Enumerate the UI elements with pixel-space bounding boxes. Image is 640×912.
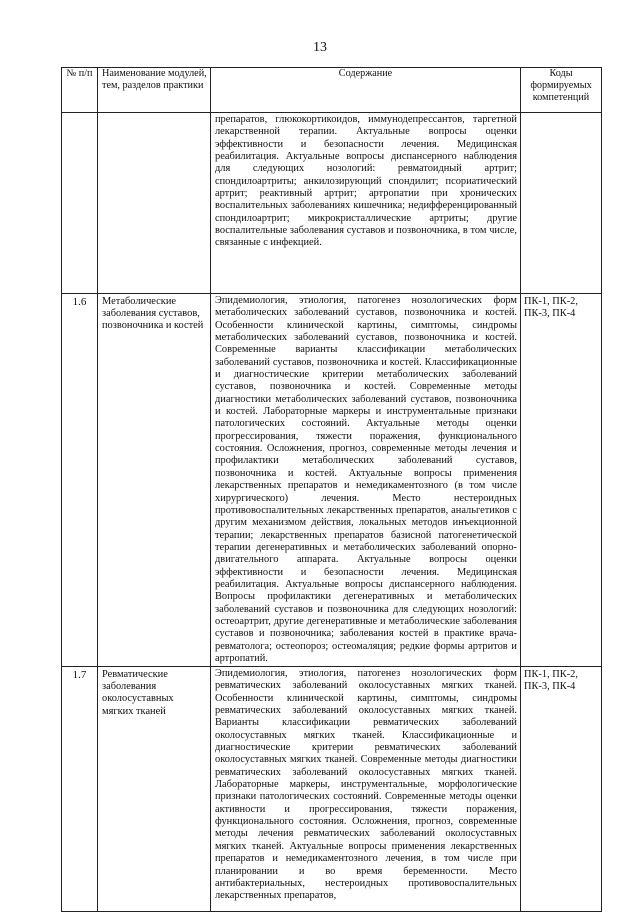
- row-number: 1.7: [62, 667, 98, 912]
- header-number: № п/п: [62, 68, 98, 113]
- row-content: Эпидемиология, этиология, патогенез нозологических форм метаболических заболеваний суставов, позвоночника и костей. Особенности клинической картины, симптомы, синдромы метаболических заболеваний суставов, позвоночника и костей. Современные варианты классификации метаболических заболеваний суставов, позвоночника и костей. Классификационные и диагностические критерии метаболических заболеваний суставов, позвоночника и костей. Современные методы диагностики метаболических заболеваний суставов, позвоночника и костей. Лабораторные маркеры и инструментальные признаки патологических состояний. Актуальные методы оценки прогрессирования, тяжести поражения, функционального состояния. Осложнения, прогноз, современные методы лечения и профилактики метаболических заболеваний суставов, позвоночника и костей. Актуальные вопросы применения лекарственных препаратов и немедикаментозного (в том числе хирургического) лечения. Место нестероидных противовоспалительных лекарственных препаратов, анальгетиков с другим механизмом действия, локальных методов инъекционной терапии; лекарственных препаратов базисной патогенетической терапии дегенеративных и метаболических заболеваний опорно-двигательного аппарата. Актуальные вопросы оценки эффективности и безопасности лечения. Медицинская реабилитация. Актуальные вопросы диспансерного наблюдения. Вопросы профилактики дегенеративных и метаболических заболеваний суставов и позвоночника для следующих нозологий: остеоартрит, другие дегенеративные и метаболические заболевания суставов и позвоночника; заболевания костей в практике врача-ревматолога; остеопороз; остеомаляция; редкие формы артритов и артропатий.: [211, 294, 521, 667]
- row-module-name: Ревматические заболевания околосуставных мягких тканей: [98, 667, 211, 912]
- row-competency-codes: ПК-1, ПК-2, ПК-3, ПК-4: [521, 294, 602, 667]
- table-header-row: [62, 68, 602, 113]
- table-row: [62, 113, 602, 294]
- row-competency-codes: [521, 113, 602, 294]
- table-row: [62, 294, 602, 667]
- row-module-name: [98, 113, 211, 294]
- row-module-name: Метаболические заболевания суставов, позвоночника и костей: [98, 294, 211, 667]
- page-number: 13: [313, 40, 327, 55]
- row-number: 1.6: [62, 294, 98, 667]
- curriculum-table: [61, 67, 602, 912]
- row-content: препаратов, глюкокортикоидов, иммунодепрессантов, таргетной лекарственной терапии. Актуальные вопросы оценки эффективности и безопасности лечения. Медицинская реабилитация. Актуальные вопросы диспансерного наблюдения для следующих нозологий: ревматоидный артрит; спондилоартриты; анкилозирующий спондилит; псориатический артрит; реактивный артрит; артропатии при хронических воспалительных заболеваниях кишечника; недифференцированный спондилоартрит; микрокристаллические артриты; другие воспалительные заболевания суставов и позвоночника, в том числе, связанные с инфекцией.: [211, 113, 521, 294]
- row-competency-codes: ПК-1, ПК-2, ПК-3, ПК-4: [521, 667, 602, 912]
- header-competency-codes: Коды формируемых компетенций: [521, 68, 602, 113]
- row-content: Эпидемиология, этиология, патогенез нозологических форм ревматических заболеваний околосуставных мягких тканей. Особенности клинической картины, симптомы, синдромы ревматических заболеваний околосуставных мягких тканей. Варианты классификации ревматических заболеваний околосуставных мягких тканей. Классификационные и диагностические критерии ревматических заболеваний околосуставных мягких тканей. Современные методы диагностики ревматических заболеваний околосуставных мягких тканей. Лабораторные маркеры, инструментальные, морфологические признаки патологических состояний. Современные методы оценки активности и прогрессирования, тяжести поражения, функционального состояния. Осложнения, прогноз, современные методы лечения ревматических заболеваний околосуставных мягких тканей. Актуальные вопросы применения лекарственных препаратов и немедикаментозного лечения, в том числе при планировании и во время беременности. Место антибактериальных, нестероидных противовоспалительных лекарственных препаратов,: [211, 667, 521, 912]
- header-module-name: Наименование модулей, тем, разделов практики: [98, 68, 211, 113]
- header-content: Содержание: [211, 68, 521, 113]
- table-row: [62, 667, 602, 912]
- row-number: [62, 113, 98, 294]
